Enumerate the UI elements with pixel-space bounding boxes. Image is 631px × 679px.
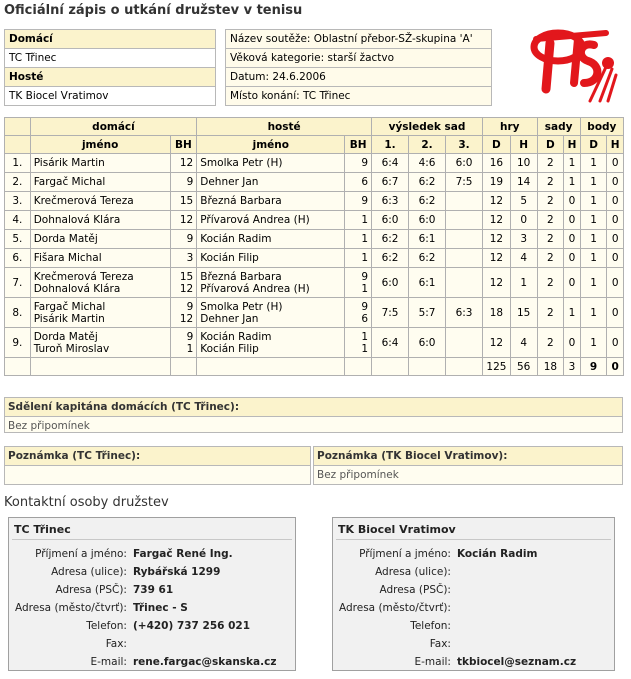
- set-1-score: 6:4: [372, 154, 409, 173]
- contact-street-label: Adresa (ulice):: [51, 566, 127, 578]
- guest-player-line: Dehner Jan: [200, 176, 259, 188]
- header-home: domácí: [30, 118, 197, 136]
- sets-h: 0: [564, 328, 580, 358]
- home-player-line: Dohnalová Klára: [33, 282, 121, 295]
- games-h: 3: [510, 230, 537, 249]
- home-bh: [170, 154, 197, 173]
- guest-bh-line: 9: [361, 300, 369, 313]
- points-h: 0: [607, 192, 624, 211]
- guest-bh-line: 1: [361, 252, 369, 264]
- home-contact-email: rene.fargac@skanska.cz: [132, 656, 277, 668]
- games-d: 12: [483, 211, 511, 230]
- guest-contact-name: Kocián Radim: [456, 548, 538, 560]
- match-number: 8.: [5, 298, 31, 328]
- games-d: 12: [483, 230, 511, 249]
- games-d: 12: [483, 268, 511, 298]
- guest-bh: [345, 298, 372, 328]
- match-row: [5, 268, 624, 298]
- guest-bh-line: 9: [361, 157, 369, 169]
- points-h: 0: [607, 154, 624, 173]
- points-d: 1: [580, 154, 607, 173]
- guest-player: [197, 249, 345, 268]
- contact-city-label: Adresa (město/čtvrť):: [339, 602, 451, 614]
- home-player-line: Pisárik Martin: [33, 157, 105, 169]
- guest-bh: [345, 192, 372, 211]
- games-d: 12: [483, 192, 511, 211]
- points-d: 1: [580, 328, 607, 358]
- home-player: [30, 249, 170, 268]
- set-2-score: 6:0: [409, 211, 446, 230]
- home-player: [30, 211, 170, 230]
- contact-zip-label: Adresa (PSČ):: [379, 584, 451, 596]
- home-bh-line: 3: [186, 252, 194, 264]
- sets-d: 2: [537, 192, 564, 211]
- games-h: 4: [510, 328, 537, 358]
- points-d: 1: [580, 192, 607, 211]
- games-h: 4: [510, 249, 537, 268]
- total-sets-h: 3: [564, 358, 580, 376]
- header-points: body: [580, 118, 623, 136]
- set-2-score: 6:1: [409, 268, 446, 298]
- points-d: 1: [580, 249, 607, 268]
- guest-contact-team: TK Biocel Vratimov: [336, 521, 611, 540]
- games-d: 12: [483, 249, 511, 268]
- subheader-home-name: jméno: [30, 136, 170, 154]
- guest-player-line: Březná Barbara: [200, 195, 282, 207]
- captain-note-title: Sdělení kapitána domácích (TC Třinec):: [5, 398, 622, 416]
- home-player: [30, 192, 170, 211]
- home-bh-line: 15: [179, 270, 194, 283]
- sets-h: 0: [564, 268, 580, 298]
- guest-player-line: Přívarová Andrea (H): [200, 214, 310, 226]
- home-player-line: Turoň Miroslav: [33, 342, 110, 355]
- header-sets: sady: [537, 118, 580, 136]
- home-bh: [170, 298, 197, 328]
- guest-player-line: Kocián Radim: [200, 330, 272, 343]
- home-player-line: Krečmerová Tereza: [33, 270, 134, 283]
- match-row: [5, 249, 624, 268]
- games-d: 16: [483, 154, 511, 173]
- totals-row: [5, 358, 624, 376]
- points-h: 0: [607, 298, 624, 328]
- sets-h: 0: [564, 192, 580, 211]
- club-logo: [528, 27, 620, 103]
- age-category: Věková kategorie: starší žactvo: [226, 49, 492, 68]
- contact-fax-label: Fax:: [105, 638, 127, 650]
- match-venue: Místo konání: TC Třinec: [226, 87, 492, 106]
- subheader-sets-d: D: [537, 136, 564, 154]
- guest-player-line: Kocián Filip: [200, 252, 259, 264]
- guest-contact-box: [332, 517, 615, 671]
- home-note-text: [5, 465, 310, 484]
- guest-bh-line: 1: [361, 233, 369, 245]
- guest-bh-line: 9: [361, 270, 369, 283]
- home-contact-phone: (+420) 737 256 021: [132, 620, 251, 632]
- home-bh-line: 1: [186, 342, 194, 355]
- home-player: [30, 154, 170, 173]
- match-number: 5.: [5, 230, 31, 249]
- subheader-games-d: D: [483, 136, 511, 154]
- home-bh-line: 12: [179, 282, 194, 295]
- points-h: 0: [607, 249, 624, 268]
- guest-player-line: Březná Barbara: [200, 270, 282, 283]
- set-2-score: 4:6: [409, 154, 446, 173]
- guest-player-line: Smolka Petr (H): [200, 300, 283, 313]
- page-title: Oficiální zápis o utkání družstev v tenisu: [4, 3, 303, 18]
- subheader-set-2: 2.: [409, 136, 446, 154]
- games-h: 1: [510, 268, 537, 298]
- guest-contact-phone: [454, 617, 579, 635]
- guest-note-title: Poznámka (TK Biocel Vratimov):: [314, 447, 622, 465]
- match-row: [5, 328, 624, 358]
- match-number: 2.: [5, 173, 31, 192]
- guest-player-line: Kocián Filip: [200, 342, 259, 355]
- contact-fax-label: Fax:: [429, 638, 451, 650]
- match-number: 7.: [5, 268, 31, 298]
- guest-bh-line: 1: [361, 330, 369, 343]
- home-team: TC Třinec: [5, 49, 216, 68]
- games-h: 10: [510, 154, 537, 173]
- home-contact-team: TC Třinec: [12, 521, 292, 540]
- match-date: Datum: 24.6.2006: [226, 68, 492, 87]
- set-1-score: 6:3: [372, 192, 409, 211]
- contacts-title: Kontaktní osoby družstev: [4, 495, 169, 510]
- match-row: [5, 173, 624, 192]
- contact-street-label: Adresa (ulice):: [375, 566, 451, 578]
- points-h: 0: [607, 211, 624, 230]
- points-h: 0: [607, 230, 624, 249]
- sets-h: 0: [564, 230, 580, 249]
- header-blank: [5, 118, 31, 136]
- sets-d: 2: [537, 328, 564, 358]
- guest-contact-city: [454, 599, 579, 617]
- guest-note-box: [313, 446, 623, 485]
- guest-bh: [345, 173, 372, 192]
- guest-note-text: Bez připomínek: [314, 465, 622, 484]
- match-row: [5, 154, 624, 173]
- home-bh-line: 12: [179, 214, 194, 226]
- home-player: [30, 173, 170, 192]
- home-player: [30, 230, 170, 249]
- home-player-line: Dorda Matěj: [33, 330, 98, 343]
- subheader-sets-h: H: [564, 136, 580, 154]
- guest-player: [197, 192, 345, 211]
- set-3-score: [446, 268, 483, 298]
- subheader-guest-name: jméno: [197, 136, 345, 154]
- subheader-points-d: D: [580, 136, 607, 154]
- guest-player: [197, 154, 345, 173]
- home-note-title: Poznámka (TC Třinec):: [5, 447, 310, 465]
- home-bh: [170, 192, 197, 211]
- games-d: 18: [483, 298, 511, 328]
- games-h: 14: [510, 173, 537, 192]
- home-bh-line: 9: [186, 300, 194, 313]
- set-3-score: [446, 192, 483, 211]
- set-2-score: 6:2: [409, 173, 446, 192]
- header-set-result: výsledek sad: [372, 118, 483, 136]
- guest-bh: [345, 230, 372, 249]
- set-3-score: [446, 211, 483, 230]
- sets-h: 1: [564, 298, 580, 328]
- total-games-h: 56: [510, 358, 537, 376]
- guest-label: Hosté: [5, 68, 216, 87]
- home-bh-line: 9: [186, 330, 194, 343]
- guest-bh-line: 9: [361, 195, 369, 207]
- guest-bh-line: 6: [361, 176, 369, 188]
- set-1-score: 6:0: [372, 211, 409, 230]
- contact-name-label: Příjmení a jméno:: [359, 548, 451, 560]
- home-player-line: Fišara Michal: [33, 252, 102, 264]
- match-row: [5, 192, 624, 211]
- home-bh-line: 15: [179, 195, 194, 207]
- home-contact-fax: [130, 635, 279, 653]
- set-1-score: 6:7: [372, 173, 409, 192]
- set-3-score: [446, 249, 483, 268]
- guest-contact-zip: [454, 581, 579, 599]
- guest-player: [197, 230, 345, 249]
- set-2-score: 5:7: [409, 298, 446, 328]
- home-player: [30, 268, 170, 298]
- set-1-score: 7:5: [372, 298, 409, 328]
- guest-player: [197, 173, 345, 192]
- home-note-box: [4, 446, 311, 485]
- guest-bh-line: 6: [361, 312, 369, 325]
- guest-bh-line: 1: [361, 214, 369, 226]
- home-contact-box: [8, 517, 296, 671]
- total-points-h: 0: [607, 358, 624, 376]
- guest-bh: [345, 154, 372, 173]
- contact-name-label: Příjmení a jméno:: [35, 548, 127, 560]
- set-3-score: 6:0: [446, 154, 483, 173]
- guest-player: [197, 298, 345, 328]
- sets-d: 2: [537, 249, 564, 268]
- home-player-line: Dorda Matěj: [33, 233, 98, 245]
- match-number: 9.: [5, 328, 31, 358]
- guest-contact-fax: [454, 635, 579, 653]
- subheader-set-1: 1.: [372, 136, 409, 154]
- home-player-line: Dohnalová Klára: [33, 214, 121, 226]
- games-h: 15: [510, 298, 537, 328]
- guest-player-line: Přívarová Andrea (H): [200, 282, 310, 295]
- home-player: [30, 328, 170, 358]
- sets-d: 2: [537, 298, 564, 328]
- set-3-score: 7:5: [446, 173, 483, 192]
- sets-h: 1: [564, 173, 580, 192]
- set-1-score: 6:4: [372, 328, 409, 358]
- match-number: 3.: [5, 192, 31, 211]
- guest-team: TK Biocel Vratimov: [5, 87, 216, 106]
- home-bh-line: 9: [186, 176, 194, 188]
- competition-name: Název soutěže: Oblastní přebor-SŽ-skupina 'A': [226, 30, 492, 49]
- contact-phone-label: Telefon:: [410, 620, 451, 632]
- home-bh-line: 12: [179, 157, 194, 169]
- match-row: [5, 230, 624, 249]
- points-d: 1: [580, 268, 607, 298]
- total-sets-d: 18: [537, 358, 564, 376]
- set-2-score: 6:1: [409, 230, 446, 249]
- home-contact-street: Rybářská 1299: [132, 566, 221, 578]
- guest-contact-email: tkbiocel@seznam.cz: [456, 656, 577, 668]
- guest-bh-line: 1: [361, 342, 369, 355]
- home-player-line: Fargač Michal: [33, 300, 106, 313]
- sets-d: 2: [537, 211, 564, 230]
- guest-bh: [345, 249, 372, 268]
- set-1-score: 6:2: [372, 230, 409, 249]
- points-d: 1: [580, 230, 607, 249]
- header-guest: hosté: [197, 118, 372, 136]
- match-number: 4.: [5, 211, 31, 230]
- home-contact-city: Třinec - S: [132, 602, 188, 614]
- guest-bh: [345, 328, 372, 358]
- subheader-home-bh: BH: [170, 136, 197, 154]
- sets-d: 2: [537, 173, 564, 192]
- home-bh: [170, 328, 197, 358]
- set-3-score: [446, 230, 483, 249]
- set-1-score: 6:2: [372, 249, 409, 268]
- match-details-table: [225, 29, 492, 106]
- guest-player-line: Kocián Radim: [200, 233, 272, 245]
- points-d: 1: [580, 211, 607, 230]
- total-points-d: 9: [580, 358, 607, 376]
- subheader-set-3: 3.: [446, 136, 483, 154]
- teams-table: [4, 29, 216, 106]
- guest-bh-line: 1: [361, 282, 369, 295]
- set-2-score: 6:2: [409, 192, 446, 211]
- header-games: hry: [483, 118, 538, 136]
- games-h: 0: [510, 211, 537, 230]
- match-number: 6.: [5, 249, 31, 268]
- match-number: 1.: [5, 154, 31, 173]
- home-contact-table: [12, 545, 279, 671]
- sets-d: 2: [537, 268, 564, 298]
- set-2-score: 6:2: [409, 249, 446, 268]
- guest-player-line: Smolka Petr (H): [200, 157, 283, 169]
- subheader-blank: [5, 136, 31, 154]
- points-h: 0: [607, 173, 624, 192]
- home-player: [30, 298, 170, 328]
- subheader-guest-bh: BH: [345, 136, 372, 154]
- points-h: 0: [607, 268, 624, 298]
- set-3-score: 6:3: [446, 298, 483, 328]
- home-bh: [170, 173, 197, 192]
- home-label: Domácí: [5, 30, 216, 49]
- sets-h: 1: [564, 154, 580, 173]
- games-d: 19: [483, 173, 511, 192]
- captain-note-box: [4, 397, 623, 433]
- home-bh: [170, 249, 197, 268]
- captain-note-text: Bez připomínek: [5, 416, 622, 432]
- guest-player: [197, 268, 345, 298]
- home-bh: [170, 268, 197, 298]
- sets-h: 0: [564, 211, 580, 230]
- home-player-line: Pisárik Martin: [33, 312, 105, 325]
- total-games-d: 125: [483, 358, 511, 376]
- sets-d: 2: [537, 230, 564, 249]
- guest-contact-street: [454, 563, 579, 581]
- points-d: 1: [580, 173, 607, 192]
- points-d: 1: [580, 298, 607, 328]
- subheader-points-h: H: [607, 136, 624, 154]
- guest-player: [197, 211, 345, 230]
- home-contact-zip: 739 61: [132, 584, 174, 596]
- guest-bh: [345, 268, 372, 298]
- home-bh-line: 9: [186, 233, 194, 245]
- guest-player: [197, 328, 345, 358]
- results-table: [4, 117, 624, 376]
- contact-phone-label: Telefon:: [86, 620, 127, 632]
- home-bh-line: 12: [179, 312, 194, 325]
- home-bh: [170, 230, 197, 249]
- set-2-score: 6:0: [409, 328, 446, 358]
- guest-contact-table: [336, 545, 579, 671]
- home-contact-name: Fargač René Ing.: [132, 548, 233, 560]
- set-3-score: [446, 328, 483, 358]
- set-1-score: 6:0: [372, 268, 409, 298]
- contact-email-label: E-mail:: [90, 656, 127, 668]
- match-row: [5, 211, 624, 230]
- match-row: [5, 298, 624, 328]
- guest-player-line: Dehner Jan: [200, 312, 259, 325]
- contact-email-label: E-mail:: [414, 656, 451, 668]
- home-bh: [170, 211, 197, 230]
- games-d: 12: [483, 328, 511, 358]
- home-player-line: Fargač Michal: [33, 176, 106, 188]
- games-h: 5: [510, 192, 537, 211]
- home-player-line: Krečmerová Tereza: [33, 195, 134, 207]
- guest-bh: [345, 211, 372, 230]
- sets-h: 0: [564, 249, 580, 268]
- contact-city-label: Adresa (město/čtvrť):: [15, 602, 127, 614]
- points-h: 0: [607, 328, 624, 358]
- contact-zip-label: Adresa (PSČ):: [55, 584, 127, 596]
- sets-d: 2: [537, 154, 564, 173]
- subheader-games-h: H: [510, 136, 537, 154]
